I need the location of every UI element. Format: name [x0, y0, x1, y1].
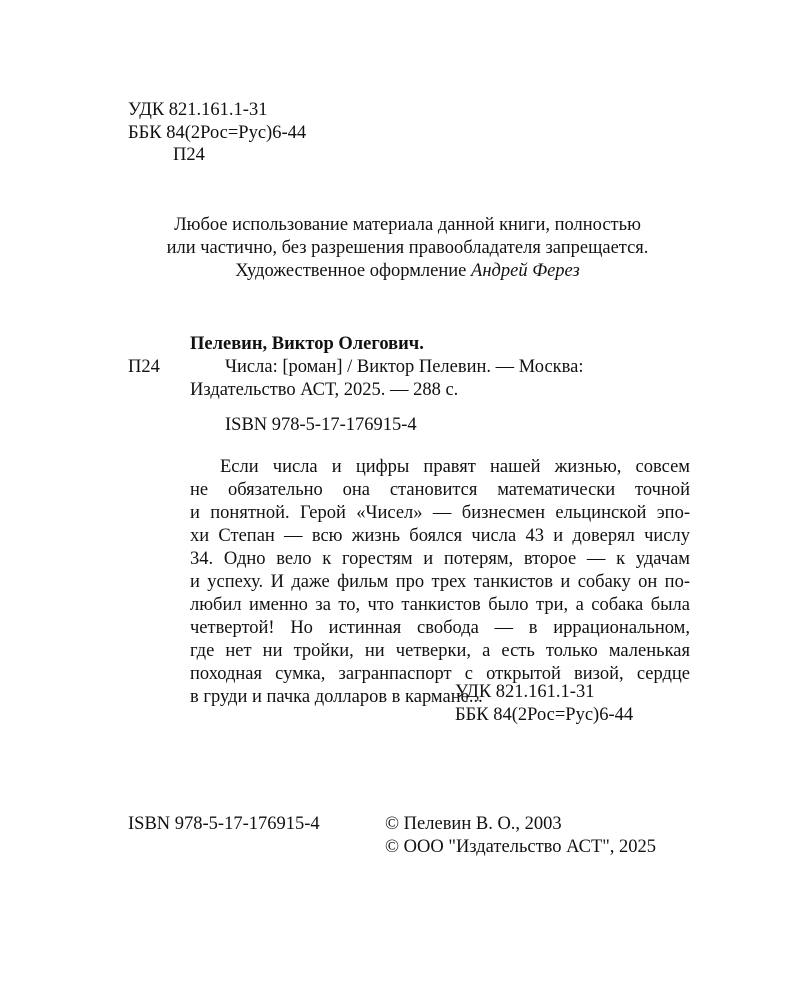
notice-line-2: или частично, без разрешения правообладателя запрещается. — [166, 238, 649, 258]
annotation-line: в груди и пачка долларов в кармане... — [190, 687, 483, 707]
catalog-author: Пелевин, Виктор Олегович. — [190, 334, 424, 354]
design-credit — [0, 260, 800, 283]
bbk-code: ББК 84(2Рос=Рус)6-44 — [128, 122, 307, 143]
catalog-publisher-line: Издательство АСТ, 2025. — 288 с. — [190, 380, 459, 400]
annotation-line: четвертой! Но истинная свобода — в иррациональном, — [190, 618, 690, 638]
design-label: Художественное оформление — [235, 261, 467, 281]
annotation-line: любил именно за то, что танкистов было три, а собака была — [190, 595, 690, 615]
annotation-line: Если числа и цифры правят нашей жизнью, совсем — [220, 457, 690, 477]
header-codes — [128, 99, 306, 167]
footer-codes — [455, 681, 633, 727]
catalog-isbn: ISBN 978-5-17-176915-4 — [225, 415, 417, 435]
copyright-publisher: © ООО "Издательство АСТ", 2025 — [385, 837, 657, 857]
annotation — [190, 456, 690, 709]
catalog-mark: П24 — [128, 357, 160, 377]
annotation-line: и успеху. И даже фильм про трех танкистов и собаку он по- — [190, 572, 690, 592]
annotation-line: 34. Одно вело к горестям и потерям, второе — к удачам — [190, 549, 690, 569]
bottom-isbn: ISBN 978-5-17-176915-4 — [128, 814, 320, 834]
copyright-block — [385, 813, 656, 859]
footer-bbk-code: ББК 84(2Рос=Рус)6-44 — [455, 705, 634, 725]
catalog-title-line: Числа: [роман] / Виктор Пелевин. — Москва: — [225, 357, 584, 377]
annotation-line: где нет ни тройки, ни четверки, а есть только маленькая — [190, 641, 690, 661]
notice-line-1: Любое использование материала данной книги, полностью — [174, 215, 641, 235]
udk-code: УДК 821.161.1-31 — [128, 100, 268, 120]
annotation-line: не обязательно она становится математически точной — [190, 480, 690, 500]
annotation-line: походная сумка, загранпаспорт с открытой визой, сердце — [190, 664, 690, 684]
footer-udk-code: УДК 821.161.1-31 — [455, 682, 595, 702]
copyright-author: © Пелевин В. О., 2003 — [385, 814, 562, 834]
annotation-line: и понятной. Герой «Чисел» — бизнесмен ельцинской эпо- — [190, 503, 690, 523]
annotation-line: хи Степан — всю жизнь боялся числа 43 и доверял числу — [190, 526, 690, 546]
designer-name: Андрей Ферез — [471, 261, 580, 281]
author-mark: П24 — [173, 145, 205, 165]
usage-notice — [0, 214, 800, 283]
